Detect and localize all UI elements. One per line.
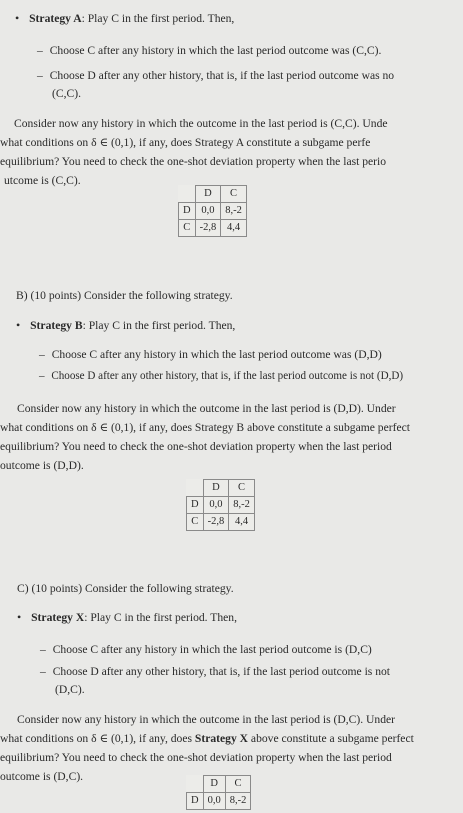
dash-icon: – — [39, 370, 45, 382]
part-c-heading: C) (10 points) Consider the following strategy. — [17, 582, 234, 595]
col-header: C — [225, 776, 251, 793]
strategy-x-item-2: – Choose D after any other history, that is, if the last period outcome is not — [40, 665, 391, 678]
col-header: C — [229, 480, 255, 497]
col-header: D — [195, 186, 221, 203]
bullet-icon: • — [17, 610, 22, 624]
strategy-b-item-2: – Choose D after any other history, that is, if the last period outcome is not (D,D) — [39, 370, 404, 382]
strategy-x-ref: Strategy X — [194, 732, 249, 745]
dash-icon: – — [39, 348, 45, 361]
strategy-a-label: Strategy A — [29, 12, 82, 25]
strategy-a-rest: : Play C in the first period. Then, — [81, 12, 235, 25]
dash-icon: – — [40, 665, 46, 678]
payoff-matrix-a — [178, 185, 247, 237]
strategy-b-label: Strategy B — [30, 319, 83, 332]
part-b-question: Consider now any history in which the outcome in the last period is (D,D). Under what conditions on δ ∈ (0,1), if any, does Strategy B above constitute a subgame perfect equilibrium? You need to check the one-shot deviation property when the last period outcome is (D,D). — [0, 402, 410, 472]
payoff-matrix-c — [186, 775, 251, 810]
part-c-question: Consider now any history in which the outcome in the last period is (D,C). Under what conditions on δ ∈ (0,1), if any, does Strategy X above constitute a subgame perfect equilibrium? You need to check the one-shot deviation property when the last period outcome is (D,C). — [0, 713, 414, 783]
payoff-matrix-b — [186, 479, 255, 531]
strategy-x-item-1: – Choose C after any history in which the last period outcome is (D,C) — [40, 643, 372, 656]
payoff-cell: 8,-2 — [221, 203, 247, 220]
strategy-b-rest: : Play C in the first period. Then, — [82, 319, 236, 332]
part-a-question: Consider now any history in which the outcome in the last period is (C,C). Unde what conditions on δ ∈ (0,1), if any, does Strategy A constitute a subgame perfe equilibrium? You need to check the one-shot deviation property when the last perio utcome is (C,C). — [0, 117, 388, 187]
part-b-heading: B) (10 points) Consider the following strategy. — [16, 289, 233, 302]
strategy-x-label: Strategy X — [31, 611, 85, 624]
payoff-cell: 8,-2 — [229, 497, 255, 514]
row-header: D — [187, 497, 204, 514]
strategy-a-item-2: – Choose D after any other history, that is, if the last period outcome was no — [37, 69, 395, 82]
row-header: C — [179, 220, 196, 237]
strategy-b-line — [16, 316, 235, 335]
strategy-a-item-1: – Choose C after any history in which the last period outcome was (C,C). — [37, 44, 382, 57]
payoff-cell: 4,4 — [229, 514, 255, 531]
payoff-cell: -2,8 — [195, 220, 221, 237]
strategy-x-line — [17, 608, 237, 627]
strategy-x-rest: : Play C in the first period. Then, — [84, 611, 237, 624]
strategy-b-item-1: – Choose C after any history in which the last period outcome was (D,D) — [39, 348, 382, 361]
bullet-icon: • — [15, 11, 20, 25]
payoff-cell: -2,8 — [203, 514, 229, 531]
dash-icon: – — [37, 44, 43, 57]
dash-icon: – — [37, 69, 43, 82]
payoff-cell: 4,4 — [221, 220, 247, 237]
dash-icon: – — [40, 643, 46, 656]
payoff-cell: 0,0 — [203, 793, 225, 810]
bullet-icon: • — [16, 318, 21, 332]
row-header: C — [187, 514, 204, 531]
col-header: C — [221, 186, 247, 203]
strategy-a-line — [15, 9, 234, 28]
payoff-cell: 0,0 — [195, 203, 221, 220]
payoff-cell: 0,0 — [203, 497, 229, 514]
row-header: D — [179, 203, 196, 220]
col-header: D — [203, 776, 225, 793]
row-header: D — [187, 793, 204, 810]
col-header: D — [203, 480, 229, 497]
strategy-x-item-2-cont: (D,C). — [55, 683, 85, 696]
payoff-cell: 8,-2 — [225, 793, 251, 810]
strategy-a-item-2-cont: (C,C). — [52, 87, 81, 100]
